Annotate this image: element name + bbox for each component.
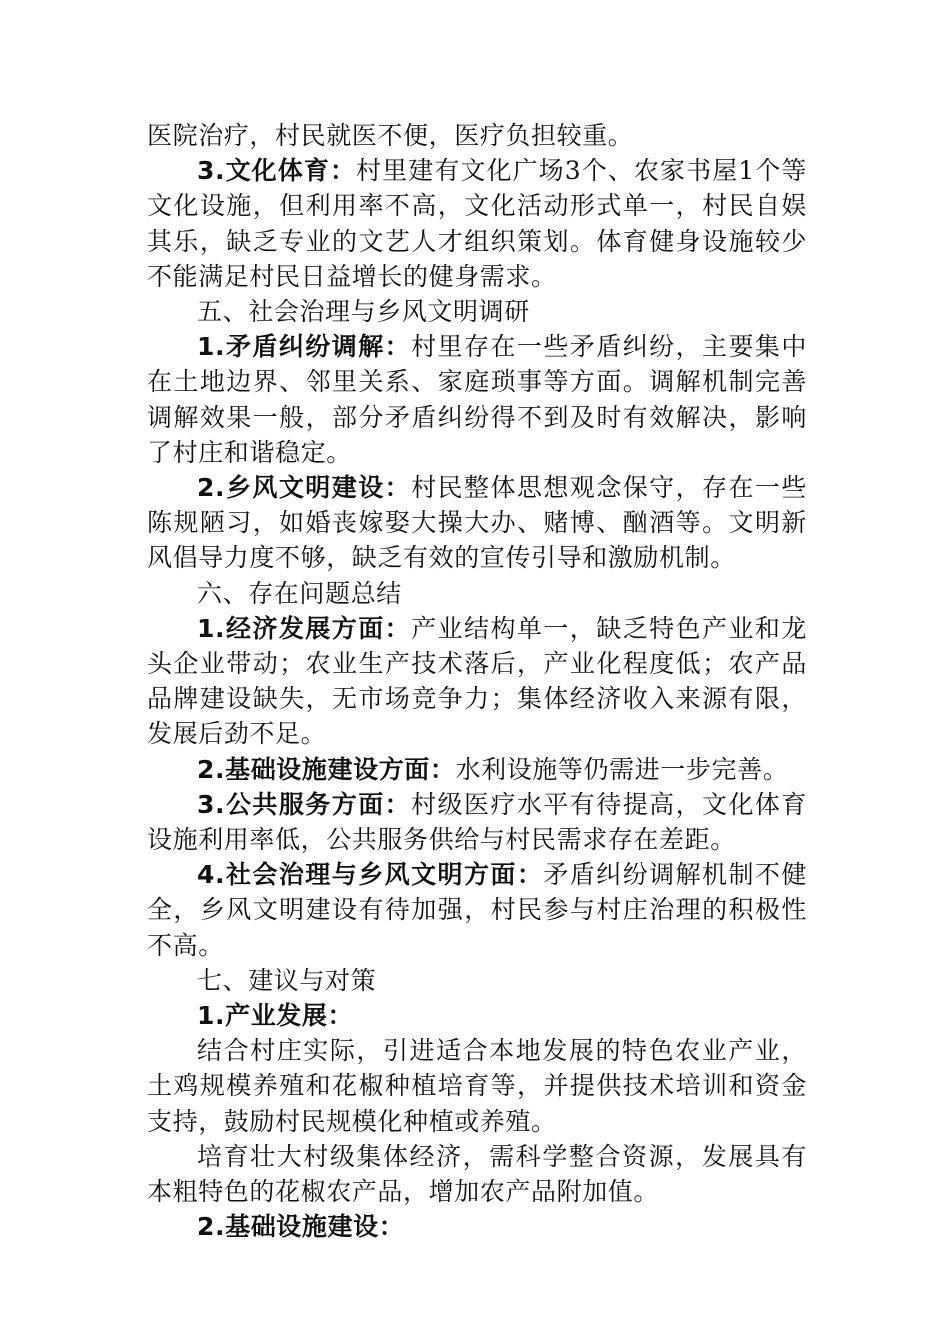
paragraph-text: 水利设施等仍需进一步完善。 — [455, 754, 789, 784]
paragraph-text: 培育壮大村级集体经济，需科学整合资源，发展具有本粗特色的花椒农产品，增加农产品附加值。 — [147, 1141, 807, 1207]
paragraph — [147, 1033, 807, 1139]
paragraph-text: 结合村庄实际，引进适合本地发展的特色农业产业，土鸡规模养殖和花椒种植培育等，并提供技术培训和资金支持，鼓励村民规模化种植或养殖。 — [147, 1036, 807, 1136]
paragraph — [147, 998, 807, 1033]
document-body — [147, 118, 807, 1245]
paragraph-text: 医院治疗，村民就医不便，医疗负担较重。 — [147, 121, 634, 150]
paragraph — [147, 1139, 807, 1209]
paragraph-lead: 3.公共服务方面： — [197, 789, 412, 819]
paragraph-lead: 2.乡风文明建设： — [197, 473, 412, 503]
paragraph — [147, 153, 807, 294]
paragraph-text: 村里存在一些矛盾纠纷，主要集中在土地边界、邻里关系、家庭琐事等方面。调解机制完善调解效果一般，部分矛盾纠纷得不到及时有效解决，影响了村庄和谐稳定。 — [147, 332, 807, 467]
paragraph — [147, 1209, 807, 1244]
paragraph-lead: 1.产业发展： — [197, 1001, 354, 1031]
paragraph-text: 村级医疗水平有待提高，文化体育设施利用率低，公共服务供给与村民需求存在差距。 — [147, 789, 807, 855]
paragraph — [147, 329, 807, 470]
section-heading: 七、建议与对策 — [197, 965, 377, 995]
paragraph-lead: 1.矛盾纠纷调解： — [197, 332, 412, 362]
paragraph-lead: 1.经济发展方面： — [197, 613, 412, 643]
paragraph — [147, 470, 807, 576]
paragraph-lead: 2.基础设施建设： — [197, 1212, 405, 1242]
paragraph-lead: 4.社会治理与乡风文明方面： — [197, 860, 544, 890]
paragraph — [147, 611, 807, 752]
paragraph — [147, 118, 807, 153]
paragraph — [147, 857, 807, 963]
paragraph-text: 产业结构单一，缺乏特色产业和龙头企业带动；农业生产技术落后，产业化程度低；农产品品牌建设缺失，无市场竞争力；集体经济收入来源有限，发展后劲不足。 — [147, 613, 807, 749]
paragraph — [147, 787, 807, 857]
paragraph-lead: 2.基础设施建设方面： — [197, 754, 456, 784]
section-heading: 五、社会治理与乡风文明调研 — [197, 297, 530, 327]
paragraph — [147, 752, 807, 787]
paragraph-text: 村里建有文化广场3个、农家书屋1个等文化设施，但利用率不高，文化活动形式单一，村民自娱其乐，缺乏专业的文艺人才组织策划。体育健身设施较少不能满足村民日益增长的健身需求。 — [147, 156, 807, 291]
paragraph-text: 村民整体思想观念保守，存在一些陈规陋习，如婚丧嫁娶大操大办、赌博、酗酒等。文明新风倡导力度不够，缺乏有效的宣传引导和激励机制。 — [147, 473, 807, 573]
paragraph-lead: 3.文化体育： — [197, 156, 357, 186]
paragraph-text: 矛盾纠纷调解机制不健全，乡风文明建设有待加强，村民参与村庄治理的积极性不高。 — [147, 860, 807, 960]
section-heading: 六、存在问题总结 — [197, 578, 402, 608]
